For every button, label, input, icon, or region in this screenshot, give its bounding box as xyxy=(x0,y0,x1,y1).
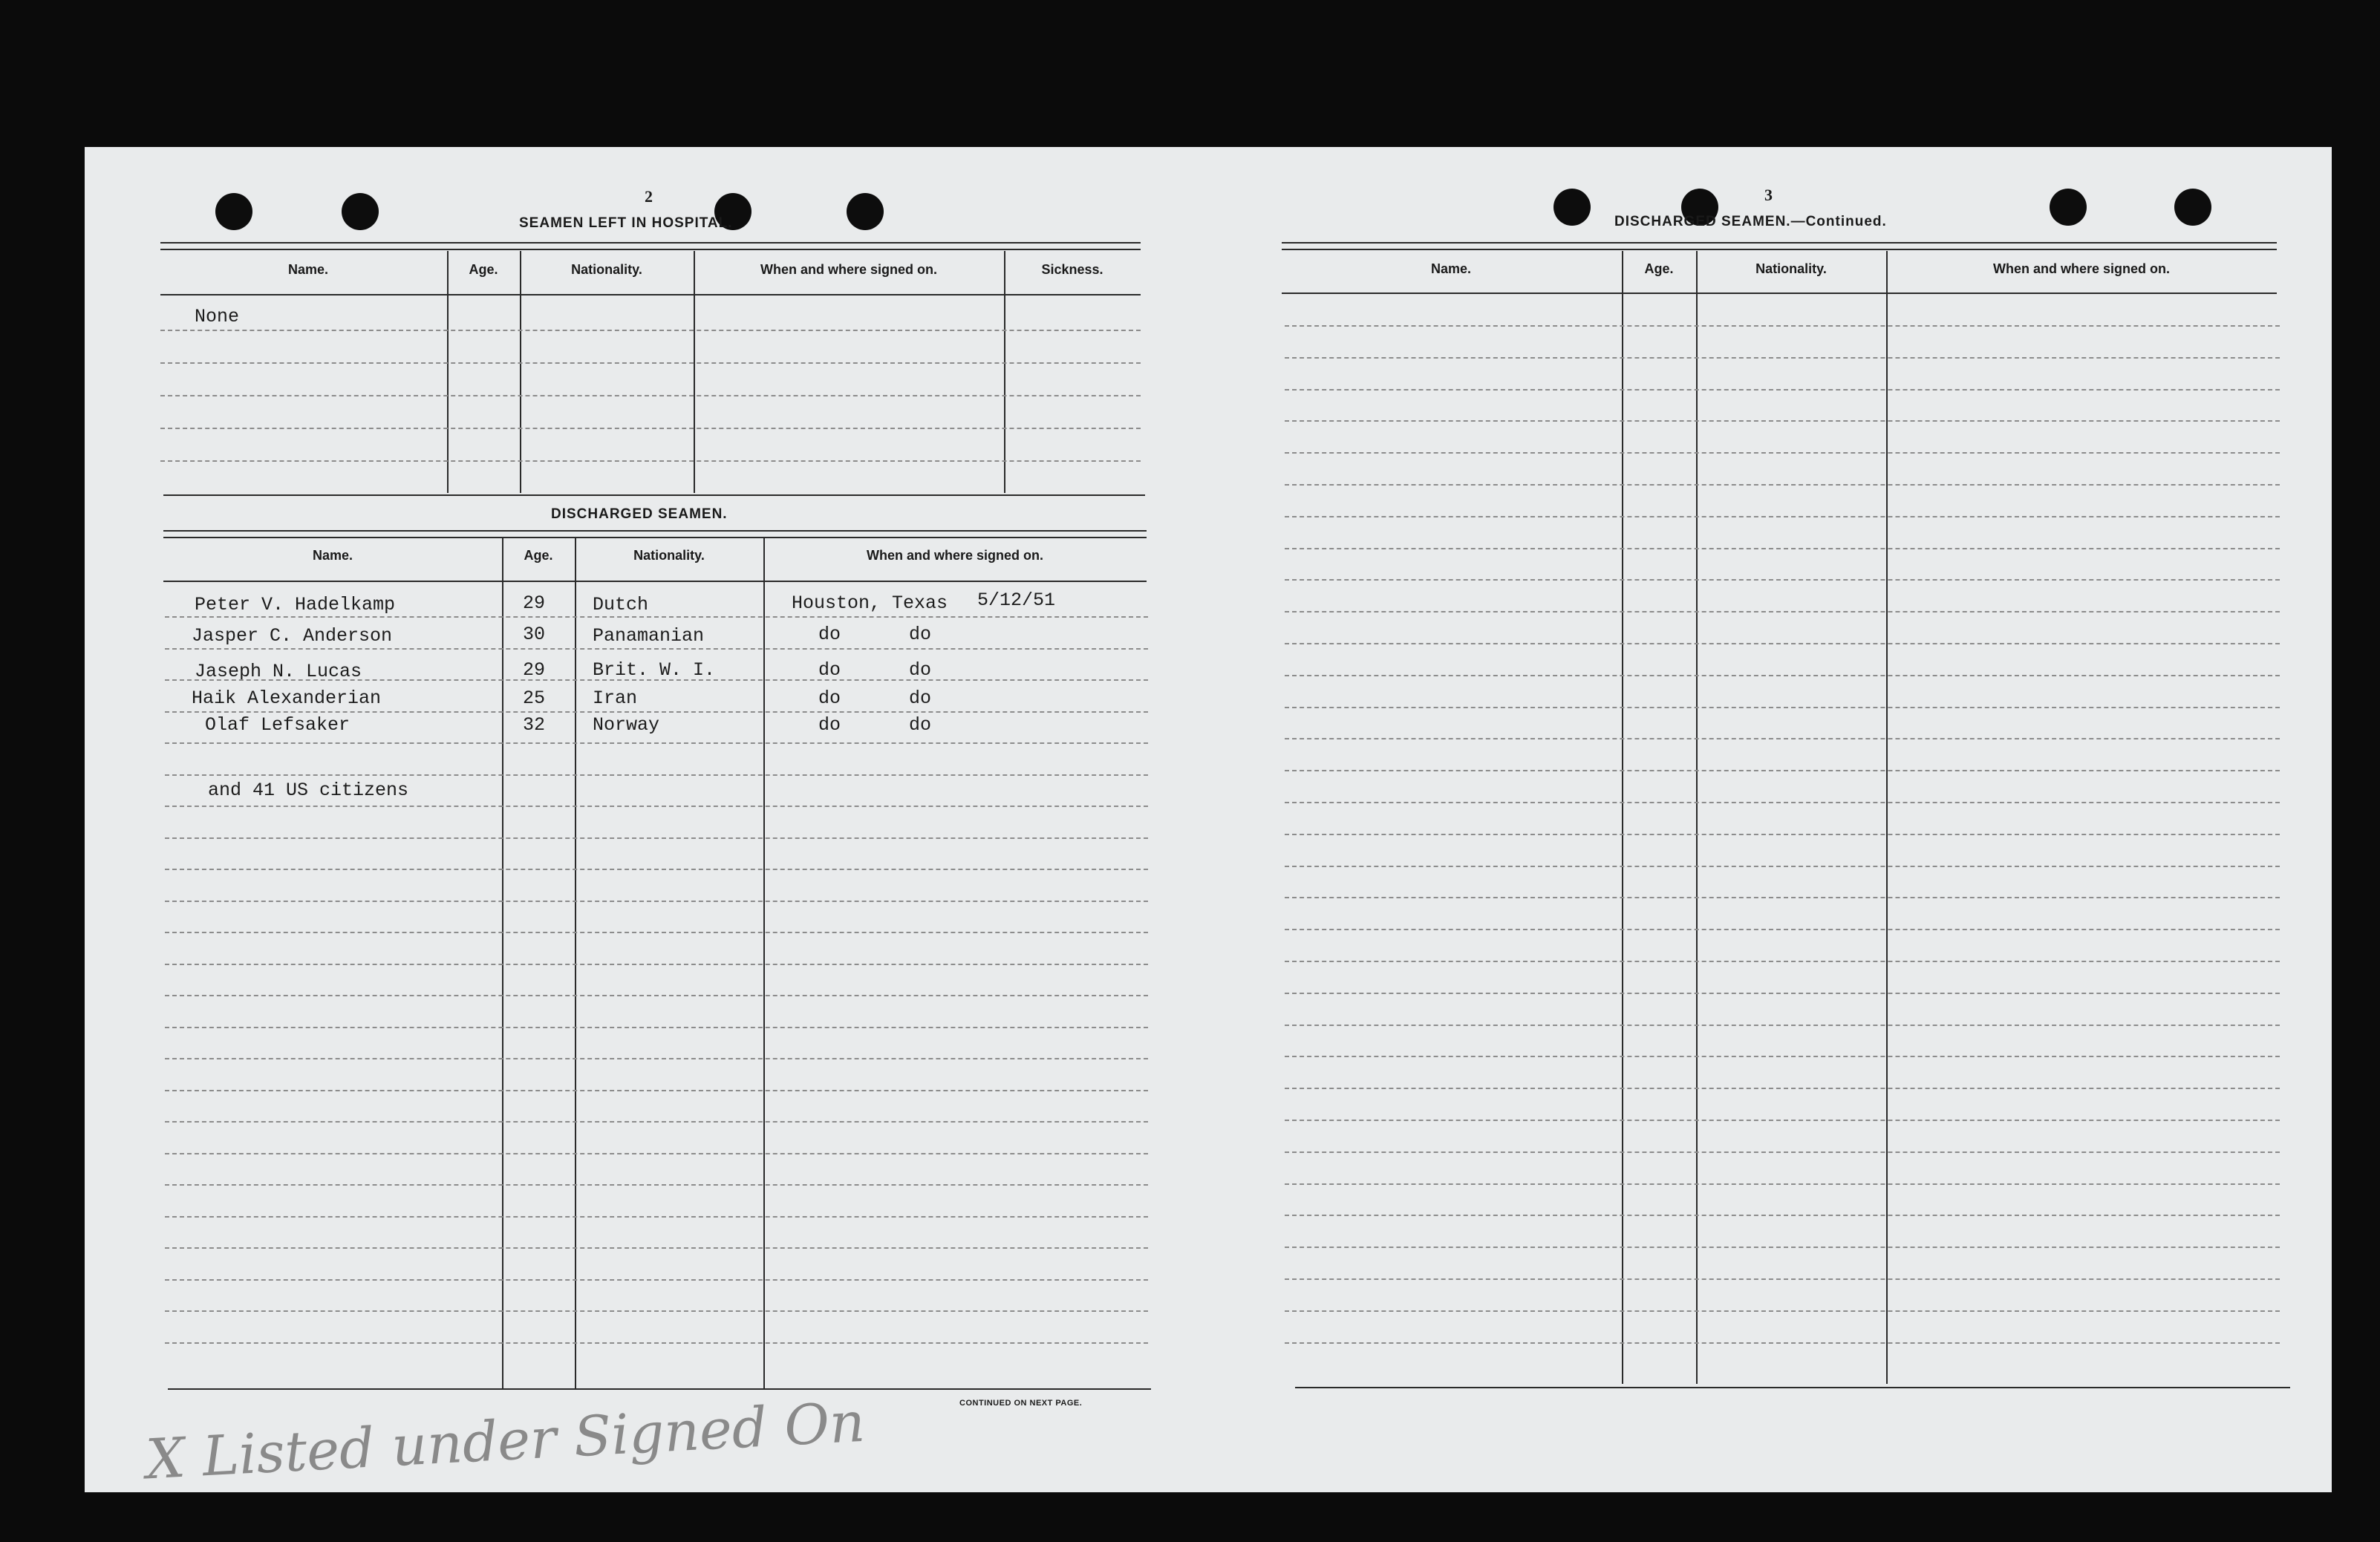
entry-line xyxy=(1285,389,2280,391)
citizens-note: and 41 US citizens xyxy=(208,780,409,801)
page-number: 2 xyxy=(645,187,653,206)
col-header-name: Name. xyxy=(312,548,353,563)
entry-line xyxy=(165,995,1148,996)
entry-line xyxy=(165,806,1148,807)
signed-on-place: do xyxy=(818,659,841,681)
col-header-sickness: Sickness. xyxy=(1041,262,1103,277)
entry-line xyxy=(1285,548,2280,549)
rule xyxy=(163,530,1147,538)
seaman-age: 25 xyxy=(523,687,546,709)
signed-on-date: 5/12/51 xyxy=(977,589,1056,611)
entry-line xyxy=(1285,866,2280,867)
hospital-entry: None xyxy=(195,306,240,327)
entry-line xyxy=(165,711,1148,713)
entry-line xyxy=(165,1184,1148,1186)
entry-line xyxy=(1285,1278,2280,1280)
entry-line xyxy=(165,1310,1148,1312)
punch-hole xyxy=(1553,189,1591,226)
handwritten-note: X Listed under Signed On xyxy=(144,1390,867,1492)
rule xyxy=(160,294,1141,295)
entry-line xyxy=(1285,1247,2280,1248)
entry-line xyxy=(165,1121,1148,1123)
entry-line xyxy=(160,460,1141,462)
entry-line xyxy=(160,330,1141,331)
entry-line xyxy=(1285,516,2280,517)
entry-line xyxy=(165,742,1148,744)
seaman-name: Jaseph N. Lucas xyxy=(195,661,362,682)
col-header-name: Name. xyxy=(287,262,329,277)
entry-line xyxy=(165,1090,1148,1091)
discharged-continued-title: DISCHARGED SEAMEN.—Continued. xyxy=(1614,214,1887,229)
entry-line xyxy=(1285,1310,2280,1312)
col-header-name: Name. xyxy=(1430,261,1472,276)
column-divider xyxy=(1004,251,1005,493)
col-header-age: Age. xyxy=(1644,261,1674,276)
seaman-nationality: Dutch xyxy=(593,594,649,615)
entry-line xyxy=(165,964,1148,965)
entry-line xyxy=(1285,1120,2280,1121)
discharged-section-title: DISCHARGED SEAMEN. xyxy=(551,506,728,522)
entry-line xyxy=(165,1216,1148,1218)
seaman-nationality: Norway xyxy=(593,714,660,736)
column-divider xyxy=(694,251,695,493)
entry-line xyxy=(1285,1088,2280,1089)
document-sheet xyxy=(85,147,2332,1492)
entry-line xyxy=(165,1342,1148,1344)
seaman-nationality: Iran xyxy=(593,687,638,709)
punch-hole xyxy=(215,193,252,230)
entry-line xyxy=(165,1279,1148,1281)
entry-line xyxy=(165,869,1148,870)
entry-line xyxy=(1285,325,2280,327)
entry-line xyxy=(165,1058,1148,1059)
entry-line xyxy=(1285,993,2280,994)
entry-line xyxy=(165,1027,1148,1028)
entry-line xyxy=(1285,770,2280,771)
rule xyxy=(1282,293,2277,294)
col-header-nationality: Nationality. xyxy=(633,548,705,563)
rule xyxy=(168,1388,1151,1390)
entry-line xyxy=(1285,1025,2280,1026)
entry-line xyxy=(1285,738,2280,739)
seaman-age: 29 xyxy=(523,659,546,681)
entry-line xyxy=(160,362,1141,364)
entry-line xyxy=(1285,1342,2280,1344)
rule xyxy=(163,581,1147,582)
entry-line xyxy=(165,1247,1148,1249)
entry-line xyxy=(1285,1056,2280,1057)
page-number: 3 xyxy=(1764,186,1773,204)
entry-line xyxy=(165,616,1148,618)
entry-line xyxy=(165,679,1148,681)
punch-hole xyxy=(342,193,379,230)
signed-on-place: do xyxy=(818,687,841,709)
col-header-signed-on: When and where signed on. xyxy=(866,548,1044,563)
entry-line xyxy=(1285,961,2280,962)
entry-line xyxy=(1285,643,2280,644)
entry-line xyxy=(1285,579,2280,581)
seaman-nationality: Brit. W. I. xyxy=(593,659,716,681)
seaman-name: Peter V. Hadelkamp xyxy=(195,594,396,615)
signed-on-date: do xyxy=(909,659,932,681)
punch-hole xyxy=(2050,189,2087,226)
rule xyxy=(163,494,1145,496)
punch-hole xyxy=(2174,189,2211,226)
entry-line xyxy=(1285,611,2280,612)
seaman-age: 32 xyxy=(523,714,546,736)
col-header-signed-on: When and where signed on. xyxy=(760,262,938,277)
signed-on-place: do xyxy=(818,624,841,645)
entry-line xyxy=(1285,802,2280,803)
entry-line xyxy=(1285,897,2280,898)
col-header-age: Age. xyxy=(469,262,498,277)
signed-on-date: do xyxy=(909,714,932,736)
entry-line xyxy=(1285,834,2280,835)
entry-line xyxy=(160,428,1141,429)
seaman-nationality: Panamanian xyxy=(593,625,705,647)
entry-line xyxy=(1285,1183,2280,1185)
entry-line xyxy=(1285,357,2280,359)
seaman-name: Haik Alexanderian xyxy=(192,687,382,709)
col-header-age: Age. xyxy=(524,548,553,563)
seaman-age: 29 xyxy=(523,592,546,614)
entry-line xyxy=(1285,420,2280,422)
seaman-age: 30 xyxy=(523,624,546,645)
column-divider xyxy=(520,251,521,493)
rule xyxy=(1295,1387,2290,1388)
entry-line xyxy=(165,1153,1148,1154)
col-header-nationality: Nationality. xyxy=(1755,261,1827,276)
entry-line xyxy=(165,901,1148,902)
seaman-name: Olaf Lefsaker xyxy=(205,714,351,736)
entry-line xyxy=(1285,675,2280,676)
seaman-name: Jasper C. Anderson xyxy=(192,625,393,647)
entry-line xyxy=(165,932,1148,933)
rule xyxy=(1282,242,2277,250)
signed-on-place: do xyxy=(818,714,841,736)
rule xyxy=(160,242,1141,250)
entry-line xyxy=(1285,484,2280,486)
entry-line xyxy=(165,648,1148,650)
continued-note: CONTINUED ON NEXT PAGE. xyxy=(959,1399,1083,1408)
signed-on-place: Houston, Texas xyxy=(792,592,948,614)
entry-line xyxy=(160,395,1141,396)
col-header-signed-on: When and where signed on. xyxy=(1992,261,2171,276)
hospital-section-title: SEAMEN LEFT IN HOSPITAL. xyxy=(519,215,733,231)
col-header-nationality: Nationality. xyxy=(571,262,642,277)
entry-line xyxy=(165,837,1148,839)
signed-on-date: do xyxy=(909,687,932,709)
entry-line xyxy=(1285,929,2280,930)
column-divider xyxy=(447,251,449,493)
punch-hole xyxy=(847,193,884,230)
entry-line xyxy=(1285,1151,2280,1153)
entry-line xyxy=(1285,452,2280,454)
entry-line xyxy=(1285,1215,2280,1216)
entry-line xyxy=(165,774,1148,776)
signed-on-date: do xyxy=(909,624,932,645)
entry-line xyxy=(1285,707,2280,708)
